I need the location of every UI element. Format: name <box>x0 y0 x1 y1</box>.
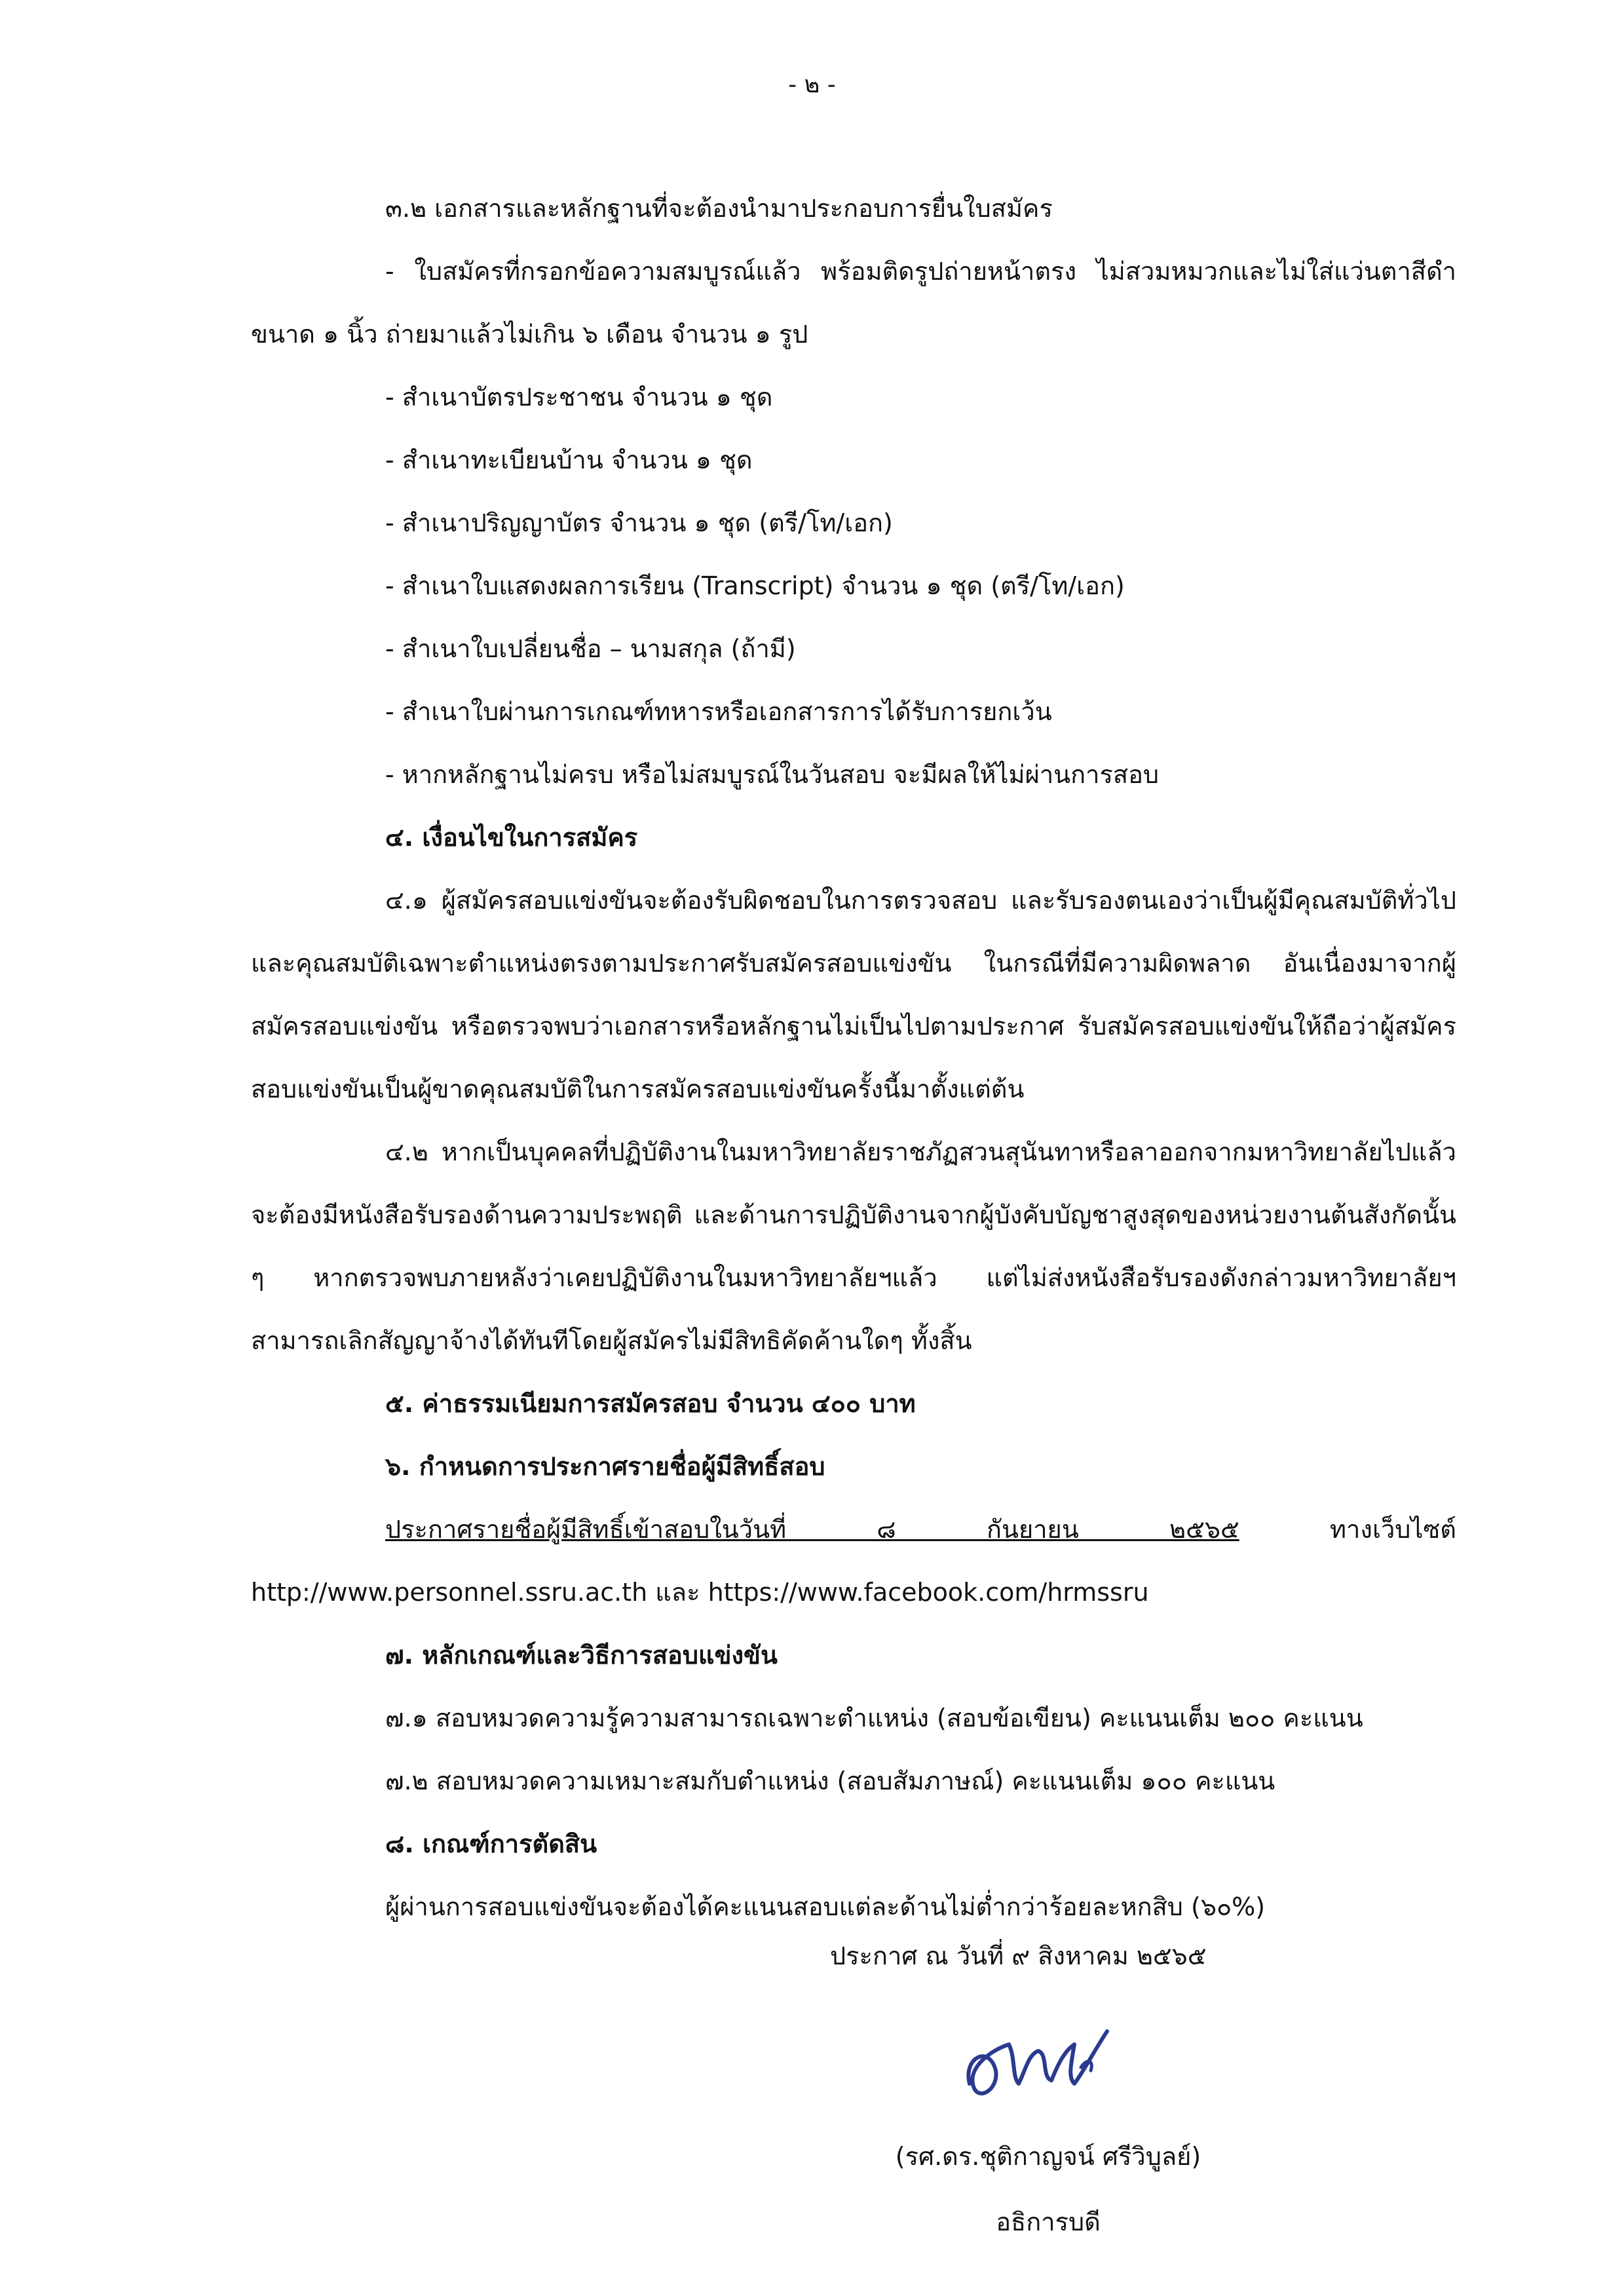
requirement-item: - หากหลักฐานไม่ครบ หรือไม่สมบูรณ์ในวันสอบ จะมีผลให้ไม่ผ่านการสอบ <box>385 760 1160 789</box>
section-6-paragraph <box>251 1498 1456 1624</box>
handwritten-signature <box>950 2005 1120 2120</box>
section-4-1-paragraph: ๔.๑ ผู้สมัครสอบแข่งขันจะต้องรับผิดชอบในการตรวจสอบ และรับรองตนเองว่าเป็นผู้มีคุณสมบัติทั่วไป และคุณสมบัติเฉพาะตำแหน่งตรงตามประกาศรับสมัครสอบแข่งขัน ในกรณีที่มีความผิดพลาด อันเนื่องมาจากผู้สมัครสอบแข่งขัน หรือตรวจพบว่าเอกสารหรือหลักฐานไม่เป็นไปตามประกาศ รับสมัครสอบแข่งขันให้ถือว่าผู้สมัครสอบแข่งขันเป็นผู้ขาดคุณสมบัติในการสมัครสอบแข่งขันครั้งนี้มาตั้งแต่ต้น <box>251 886 1456 1103</box>
requirement-item-photo: - ใบสมัครที่กรอกข้อความสมบูรณ์แล้ว พร้อมติดรูปถ่ายหน้าตรง ไม่สวมหมวกและไม่ใส่แว่นตาสีดำ ขนาด ๑ นิ้ว ถ่ายมาแล้วไม่เกิน ๖ เดือน จำนวน ๑ รูป <box>251 257 1456 349</box>
requirement-item: - สำเนาใบแสดงผลการเรียน (Transcript) จำนวน ๑ ชุด (ตรี/โท/เอก) <box>385 571 1125 600</box>
announcement-date-underlined: ประกาศรายชื่อผู้มีสิทธิ์เข้าสอบในวันที่ ๘ กันยายน ๒๕๖๕ <box>385 1515 1239 1544</box>
document-body <box>251 177 1456 1938</box>
section-8-heading: ๘. เกณฑ์การตัดสิน <box>385 1829 597 1858</box>
exam-criteria-item: ๗.๒ สอบหมวดความเหมาะสมกับตำแหน่ง (สอบสัมภาษณ์) คะแนนเต็ม ๑๐๐ คะแนน <box>385 1767 1275 1795</box>
requirement-item: - สำเนาใบเปลี่ยนชื่อ – นามสกุล (ถ้ามี) <box>385 634 796 663</box>
requirement-item: - สำเนาทะเบียนบ้าน จำนวน ๑ ชุด <box>385 446 753 474</box>
announcement-websites: ทางเว็บไซต์ http://www.personnel.ssru.ac.th และ https://www.facebook.com/hrmssru <box>251 1515 1456 1607</box>
requirement-item: - สำเนาใบผ่านการเกณฑ์ทหารหรือเอกสารการได้รับการยกเว้น <box>385 697 1052 726</box>
section-4-heading: ๔. เงื่อนไขในการสมัคร <box>385 823 638 852</box>
page-number: - ๒ - <box>788 71 836 98</box>
signer-title: อธิการบดี <box>996 2208 1101 2236</box>
section-6-heading: ๖. กำหนดการประกาศรายชื่อผู้มีสิทธิ์สอบ <box>385 1452 825 1481</box>
signer-name: (รศ.ดร.ชุติกาญจน์ ศรีวิบูลย์) <box>895 2142 1201 2171</box>
section-7-heading: ๗. หลักเกณฑ์และวิธีการสอบแข่งขัน <box>385 1641 778 1670</box>
section-5-heading: ๕. ค่าธรรมเนียมการสมัครสอบ จำนวน ๔๐๐ บาท <box>385 1389 916 1418</box>
announcement-date: ประกาศ ณ วันที่ ๙ สิงหาคม ๒๕๖๕ <box>830 1942 1207 1970</box>
requirement-item: - สำเนาปริญญาบัตร จำนวน ๑ ชุด (ตรี/โท/เอก) <box>385 508 893 537</box>
section-4-2-paragraph: ๔.๒ หากเป็นบุคคลที่ปฏิบัติงานในมหาวิทยาลัยราชภัฏสวนสุนันทาหรือลาออกจากมหาวิทยาลัยไปแล้ว จะต้องมีหนังสือรับรองด้านความประพฤติ และด้านการปฏิบัติงานจากผู้บังคับบัญชาสูงสุดของหน่วยงานต้นสังกัดนั้น ๆ หากตรวจพบภายหลังว่าเคยปฏิบัติงานในมหาวิทยาลัยฯแล้ว แต่ไม่ส่งหนังสือรับรองดังกล่าวมหาวิทยาลัยฯ สามารถเลิกสัญญาจ้างได้ทันทีโดยผู้สมัครไม่มีสิทธิคัดค้านใดๆ ทั้งสิ้น <box>251 1138 1456 1355</box>
exam-criteria-item: ๗.๑ สอบหมวดความรู้ความสามารถเฉพาะตำแหน่ง (สอบข้อเขียน) คะแนนเต็ม ๒๐๐ คะแนน <box>385 1704 1363 1732</box>
requirement-item: - สำเนาบัตรประชาชน จำนวน ๑ ชุด <box>385 383 773 411</box>
section-3-2-title: ๓.๒ เอกสารและหลักฐานที่จะต้องนำมาประกอบการยื่นใบสมัคร <box>385 194 1053 223</box>
section-8-text: ผู้ผ่านการสอบแข่งขันจะต้องได้คะแนนสอบแต่ละด้านไม่ต่ำกว่าร้อยละหกสิบ (๖๐%) <box>385 1892 1266 1921</box>
